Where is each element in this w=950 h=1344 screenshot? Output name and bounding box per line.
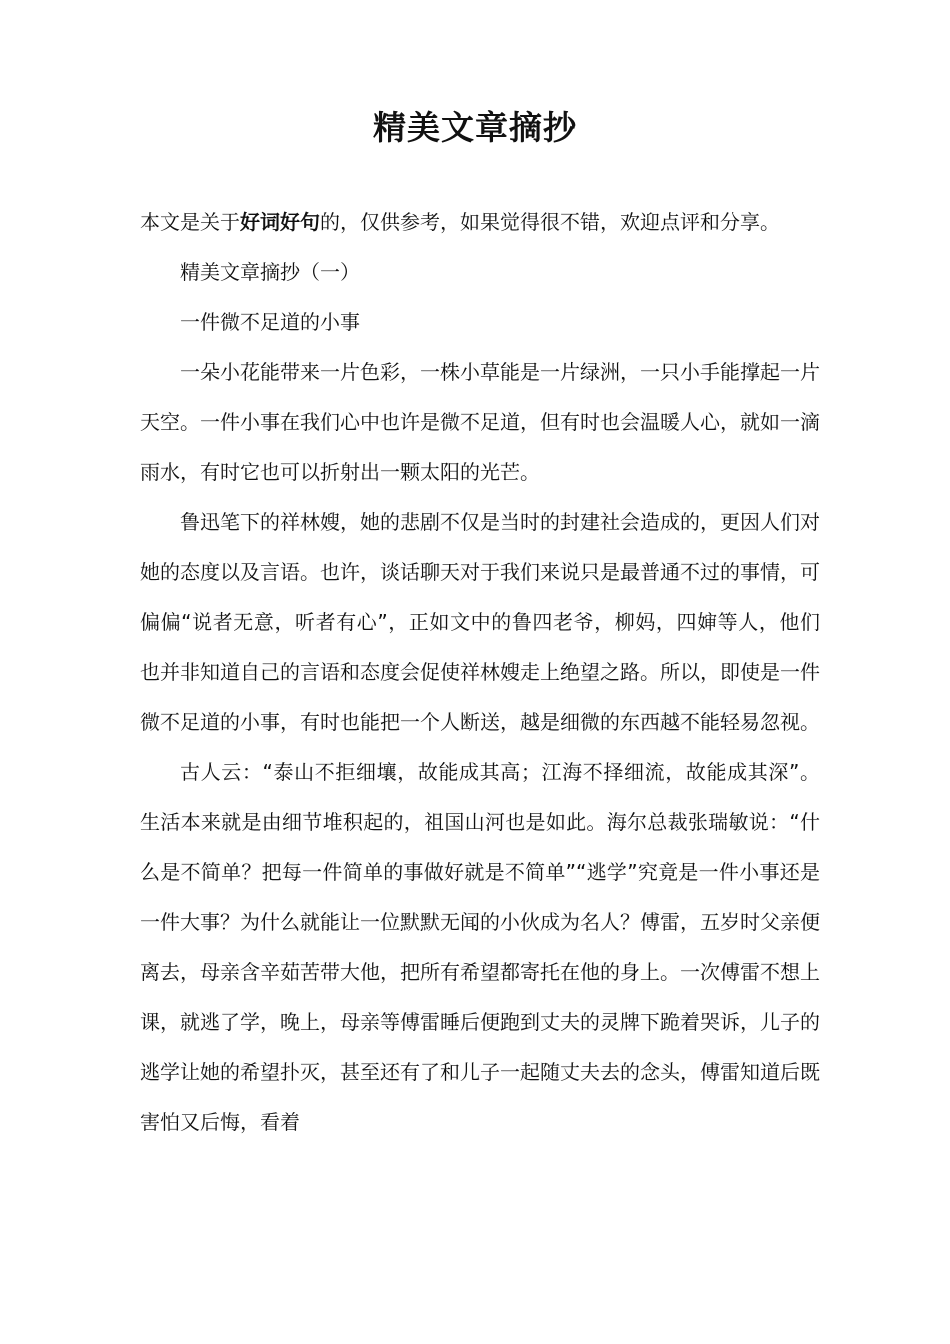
intro-suffix: 的，仅供参考，如果觉得很不错，欢迎点评和分享。 (320, 210, 780, 234)
body-paragraph: 古人云：“泰山不拒细壤，故能成其高；江海不择细流，故能成其深”。生活本来就是由细节堆积起的，祖国山河也是如此。海尔总裁张瑞敏说：“什么是不简单？把每一件简单的事做好就是不简单”“逃学”究竟是一件小事还是一件大事？为什么就能让一位默默无闻的小伙成为名人？傅雷，五岁时父亲便离去，母亲含辛茹苦带大他，把所有希望都寄托在他的身上。一次傅雷不想上课，就逃了学，晚上，母亲等傅雷睡后便跑到丈夫的灵牌下跪着哭诉，儿子的逃学让她的希望扑灭，甚至还有了和儿子一起随丈夫去的念头，傅雷知道后既害怕又后悔，看着 (140, 760, 820, 1134)
intro-keyword-link: 好词好句 (240, 210, 320, 234)
document-title: 精美文章摘抄 (373, 108, 577, 147)
body-paragraph: 鲁迅笔下的祥林嫂，她的悲剧不仅是当时的封建社会造成的，更因人们对她的态度以及言语。也许，谈话聊天对于我们来说只是最普通不过的事情，可偏偏“说者无意，听者有心”，正如文中的鲁四老爷，柳妈，四婶等人，他们也并非知道自己的言语和态度会促使祥林嫂走上绝望之路。所以，即使是一件微不足道的小事，有时也能把一个人断送，越是细微的东西越不能轻易忽视。 (140, 510, 820, 734)
section-heading: 精美文章摘抄（一） (180, 260, 360, 284)
article-title: 一件微不足道的小事 (180, 310, 360, 334)
body-paragraph: 一朵小花能带来一片色彩，一株小草能是一片绿洲，一只小手能撑起一片天空。一件小事在我们心中也许是微不足道，但有时也会温暖人心，就如一滴雨水，有时它也可以折射出一颗太阳的光芒。 (140, 360, 820, 484)
document-body (140, 197, 820, 1147)
intro-paragraph (140, 197, 820, 247)
intro-prefix: 本文是关于 (140, 210, 240, 234)
